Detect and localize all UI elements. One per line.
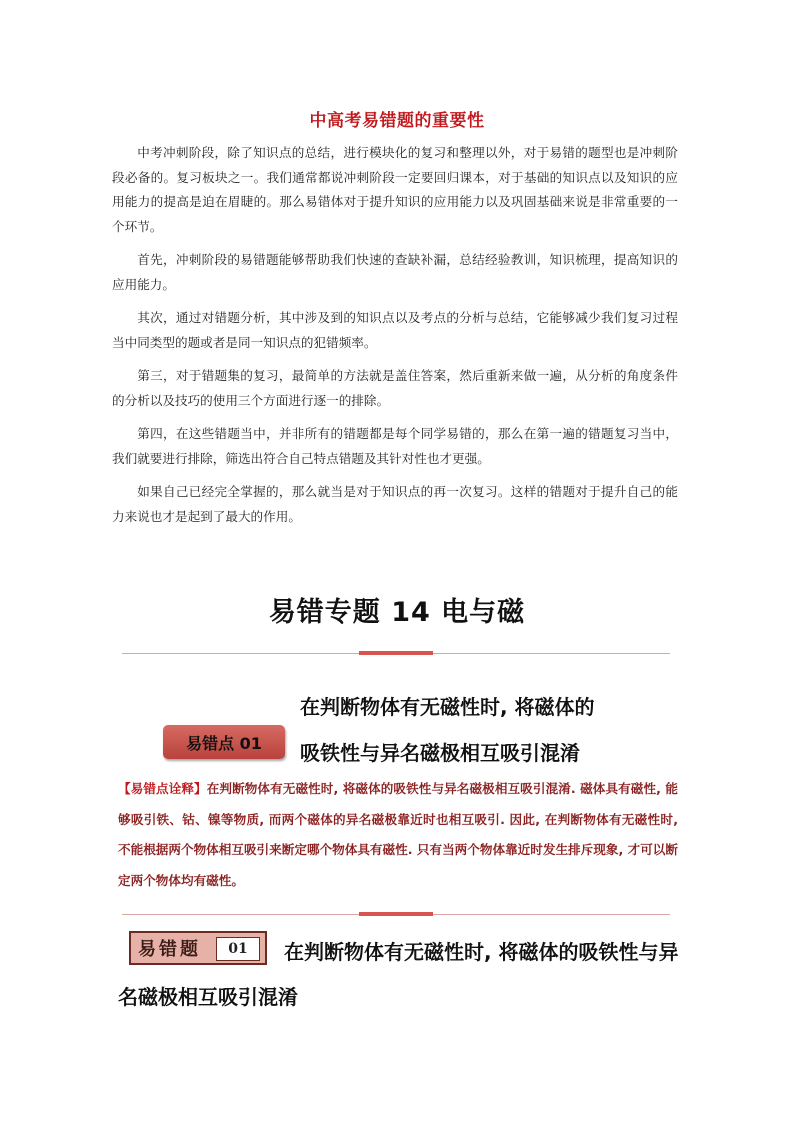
question-number: 01 bbox=[216, 937, 260, 961]
point-explanation bbox=[118, 774, 678, 896]
question-badge bbox=[129, 931, 267, 965]
point-heading-line-2: 吸铁性与异名磁极相互吸引混淆 bbox=[300, 741, 580, 765]
explanation-text: 在判断物体有无磁性时, 将磁体的吸铁性与异名磁极相互吸引混淆. 磁体具有磁性, 能够吸引铁、钴、镍等物质, 而两个磁体的异名磁极靠近时也相互吸引. 因此, 在判断物体有无磁性时, 不能根据两个物体相互吸引来断定哪个物体具有磁性. 只有当两个物体靠近时发生排斥现象, 才可以断定两个物体均有磁性。 bbox=[118, 781, 679, 888]
point-heading bbox=[300, 684, 700, 776]
explanation-tag: 【易错点诠释】 bbox=[118, 781, 207, 796]
intro-body bbox=[112, 141, 678, 538]
question-label: 易错题 bbox=[138, 939, 201, 960]
point-badge: 易错点 01 bbox=[163, 725, 285, 759]
intro-paragraph-2: 首先，冲刺阶段的易错题能够帮助我们快速的查缺补漏，总结经验教训，知识梳理，提高知识的应用能力。 bbox=[112, 252, 678, 292]
intro-paragraph-3: 其次，通过对错题分析，其中涉及到的知识点以及考点的分析与总结，它能够减少我们复习过程当中同类型的题或者是同一知识点的犯错频率。 bbox=[112, 310, 678, 350]
intro-title: 中高考易错题的重要性 bbox=[309, 111, 485, 131]
intro-paragraph-1: 中考冲刺阶段，除了知识点的总结，进行模块化的复习和整理以外，对于易错的题型也是冲刺阶段必备的。复习板块之一。我们通常都说冲刺阶段一定要回归课本，对于基础的知识点以及知识的应用能力的提高是迫在眉睫的。那么易错体对于提升知识的应用能力以及巩固基础来说是非常重要的一个环节。 bbox=[112, 145, 678, 234]
topic-title: 易错专题 14 电与磁 bbox=[268, 597, 526, 628]
divider-accent-bottom bbox=[359, 912, 433, 916]
intro-paragraph-5: 第四，在这些错题当中，并非所有的错题都是每个同学易错的，那么在第一遍的错题复习当中，我们就要进行排除，筛选出符合自己特点错题及其针对性也才更强。 bbox=[112, 426, 678, 466]
intro-paragraph-6: 如果自己已经完全掌握的，那么就当是对于知识点的再一次复习。这样的错题对于提升自己的能力来说也才是起到了最大的作用。 bbox=[112, 484, 678, 524]
point-heading-line-1: 在判断物体有无磁性时, 将磁体的 bbox=[300, 695, 595, 719]
intro-paragraph-4: 第三，对于错题集的复习，最简单的方法就是盖住答案，然后重新来做一遍，从分析的角度条件的分析以及技巧的使用三个方面进行逐一的排除。 bbox=[112, 368, 678, 408]
question-text: 在判断物体有无磁性时, 将磁体的吸铁性与异名磁极相互吸引混淆 bbox=[118, 940, 679, 1009]
divider-accent-top bbox=[359, 651, 433, 655]
